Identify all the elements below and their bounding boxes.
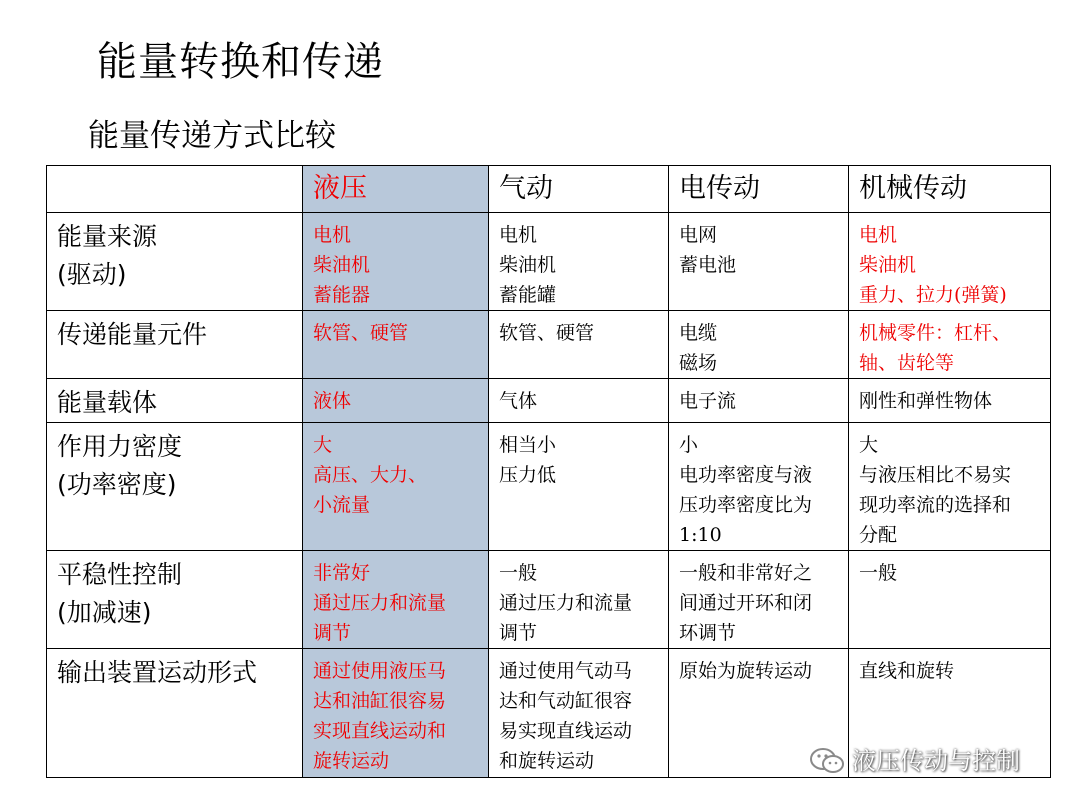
cell-pneumatic: 通过使用气动马 达和气动缸很容 易实现直线运动 和旋转运动 <box>489 649 669 778</box>
header-electric: 电传动 <box>669 166 849 213</box>
row-label: 平稳性控制 (加减速) <box>47 551 303 649</box>
cell-pneumatic: 软管、硬管 <box>489 311 669 379</box>
cell-pneumatic: 相当小 压力低 <box>489 423 669 551</box>
cell-electric: 电网 蓄电池 <box>669 213 849 311</box>
watermark <box>808 744 1020 778</box>
header-pneumatic: 气动 <box>489 166 669 213</box>
row-label: 作用力密度 (功率密度) <box>47 423 303 551</box>
table-row-energy-carrier <box>47 379 1051 423</box>
header-row <box>47 166 1051 213</box>
cell-hydraulic: 大 高压、大力、 小流量 <box>303 423 489 551</box>
table-row-power-density <box>47 423 1051 551</box>
page-title: 能量转换和传递 <box>97 39 384 85</box>
header-corner-cell <box>47 166 303 213</box>
table-row-transfer-elements <box>47 311 1051 379</box>
header-mechanical: 机械传动 <box>849 166 1051 213</box>
row-label: 能量载体 <box>47 379 303 423</box>
wechat-icon <box>808 746 846 776</box>
cell-electric: 小 电功率密度与液 压功率密度比为 1:10 <box>669 423 849 551</box>
cell-hydraulic: 液体 <box>303 379 489 423</box>
cell-pneumatic: 气体 <box>489 379 669 423</box>
row-label: 能量来源 (驱动) <box>47 213 303 311</box>
header-hydraulic: 液压 <box>303 166 489 213</box>
cell-hydraulic: 电机 柴油机 蓄能器 <box>303 213 489 311</box>
row-label: 输出装置运动形式 <box>47 649 303 778</box>
cell-electric: 原始为旋转运动 <box>669 649 849 778</box>
cell-hydraulic: 软管、硬管 <box>303 311 489 379</box>
cell-mechanical: 大 与液压相比不易实 现功率流的选择和 分配 <box>849 423 1051 551</box>
table-row-smoothness-control <box>47 551 1051 649</box>
row-label: 传递能量元件 <box>47 311 303 379</box>
cell-pneumatic: 一般 通过压力和流量 调节 <box>489 551 669 649</box>
cell-hydraulic: 通过使用液压马 达和油缸很容易 实现直线运动和 旋转运动 <box>303 649 489 778</box>
cell-mechanical: 刚性和弹性物体 <box>849 379 1051 423</box>
table-row-energy-source <box>47 213 1051 311</box>
page-subtitle: 能量传递方式比较 <box>88 118 336 154</box>
cell-mechanical: 直线和旋转 <box>849 649 1051 778</box>
cell-electric: 电缆 磁场 <box>669 311 849 379</box>
cell-mechanical: 机械零件：杠杆、 轴、齿轮等 <box>849 311 1051 379</box>
watermark-text: 液压传动与控制 <box>852 747 1020 775</box>
comparison-table <box>46 165 1051 778</box>
cell-pneumatic: 电机 柴油机 蓄能罐 <box>489 213 669 311</box>
cell-mechanical: 电机 柴油机 重力、拉力(弹簧) <box>849 213 1051 311</box>
cell-hydraulic: 非常好 通过压力和流量 调节 <box>303 551 489 649</box>
cell-electric: 电子流 <box>669 379 849 423</box>
cell-mechanical: 一般 <box>849 551 1051 649</box>
cell-electric: 一般和非常好之 间通过开环和闭 环调节 <box>669 551 849 649</box>
